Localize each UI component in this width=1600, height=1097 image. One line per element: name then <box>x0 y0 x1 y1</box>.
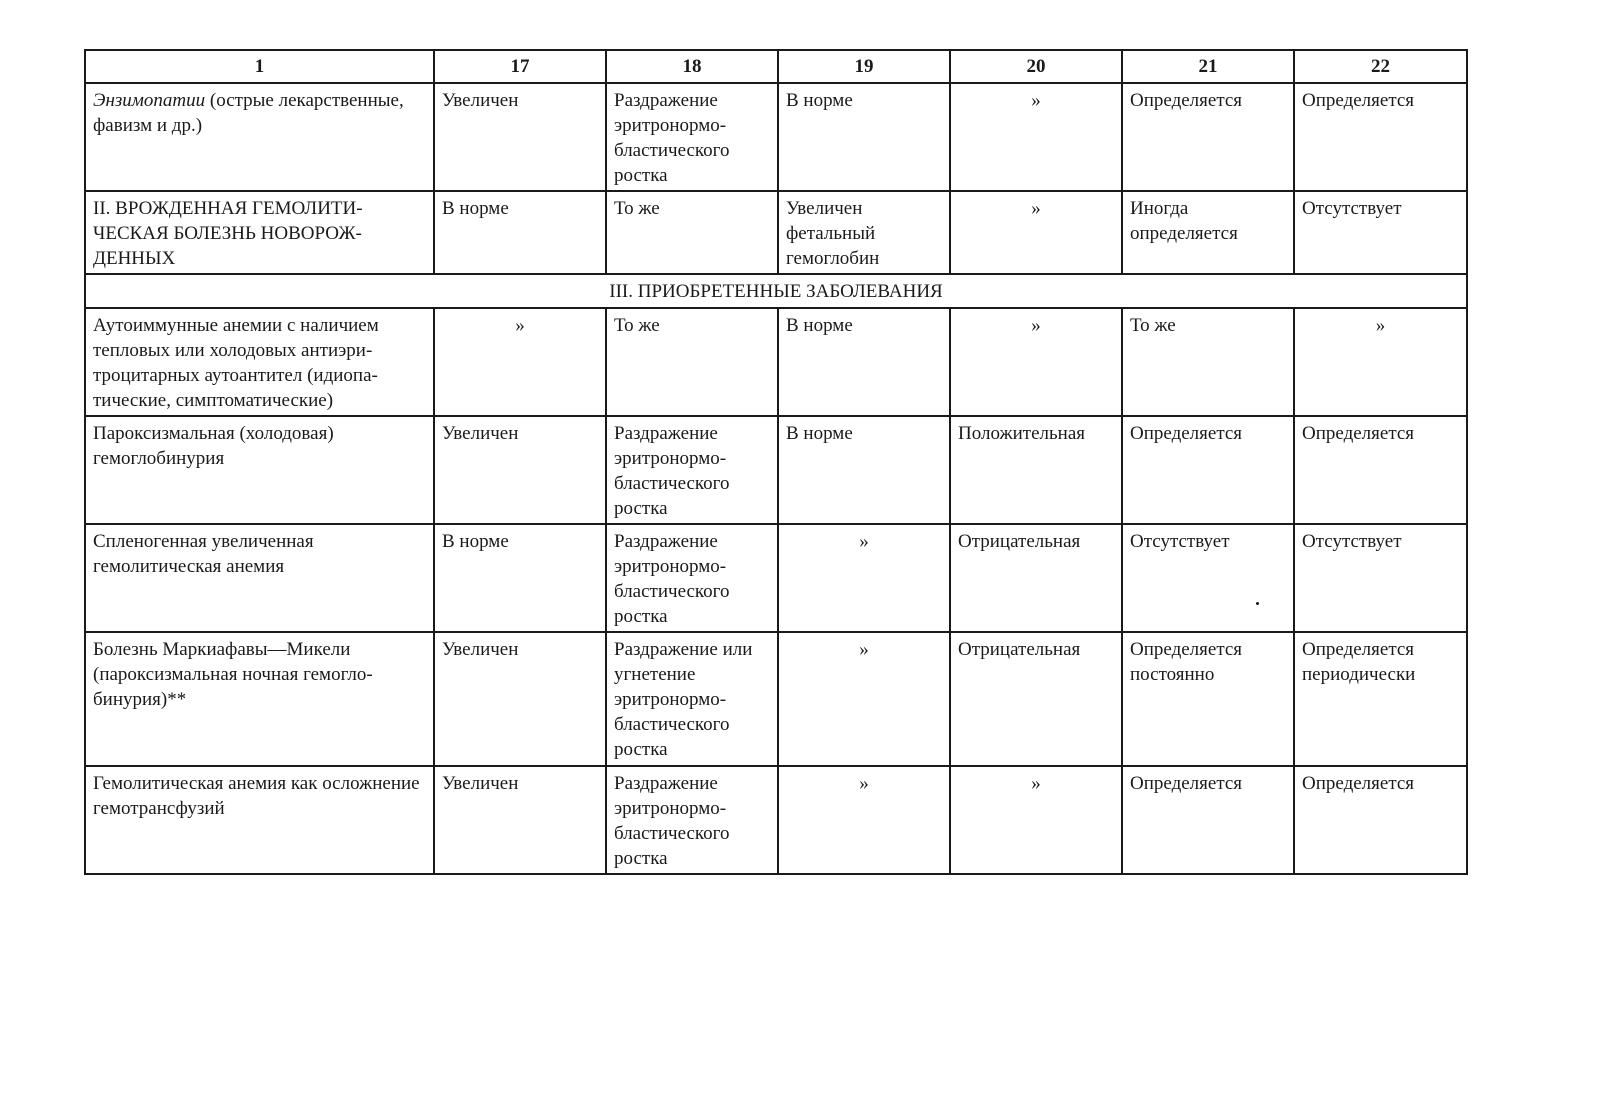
cell-col22: Определяется <box>1294 83 1467 191</box>
column-header: 21 <box>1122 50 1294 83</box>
cell-col21: Иногда определяется <box>1122 191 1294 274</box>
cell-col22: Определяется <box>1294 416 1467 524</box>
column-header: 19 <box>778 50 950 83</box>
section-row <box>85 274 1467 308</box>
table-row <box>85 416 1467 524</box>
stray-print-dot <box>1256 602 1259 605</box>
section-title: III. ПРИОБРЕТЕННЫЕ ЗАБОЛЕВАНИЯ <box>85 274 1467 308</box>
cell-col20: » <box>950 308 1122 416</box>
cell-col20: » <box>950 766 1122 874</box>
column-header: 20 <box>950 50 1122 83</box>
cell-col17: Увеличен <box>434 632 606 766</box>
disease-name-cell <box>85 83 434 191</box>
column-header: 17 <box>434 50 606 83</box>
cell-col20: Положительная <box>950 416 1122 524</box>
table-row <box>85 766 1467 874</box>
cell-col21: Определяется <box>1122 83 1294 191</box>
column-header: 1 <box>85 50 434 83</box>
table-row <box>85 524 1467 632</box>
cell-col21: Отсутствует <box>1122 524 1294 632</box>
cell-col19: В норме <box>778 308 950 416</box>
cell-col17: Увеличен <box>434 766 606 874</box>
cell-col17: » <box>434 308 606 416</box>
disease-name-cell: Аутоиммунные анемии с наличием тепловых или холодовых антиэритроцитарных аутоантител (идиопатические, симптоматические) <box>85 308 434 416</box>
cell-col18: Раздражение эритронормобластического ростка <box>606 766 778 874</box>
cell-col21: Определяется <box>1122 416 1294 524</box>
disease-name-cell: Гемолитическая анемия как осложнение гемотрансфузий <box>85 766 434 874</box>
disease-name-cell: Пароксизмальная (холодовая) гемоглобинурия <box>85 416 434 524</box>
cell-col22: Определяется <box>1294 766 1467 874</box>
hemolytic-anemia-table <box>84 49 1468 875</box>
cell-col20: » <box>950 191 1122 274</box>
cell-col21: Определяется <box>1122 766 1294 874</box>
cell-col20: Отрицательная <box>950 632 1122 766</box>
cell-col22: » <box>1294 308 1467 416</box>
cell-col21: То же <box>1122 308 1294 416</box>
table-row <box>85 83 1467 191</box>
cell-col18: Раздражение эритронормобластического ростка <box>606 83 778 191</box>
cell-col22: Отсутствует <box>1294 191 1467 274</box>
cell-col19: Увеличен фетальный гемоглобин <box>778 191 950 274</box>
column-header: 18 <box>606 50 778 83</box>
disease-name-text: (острые лекарственные, фавизм и др.) <box>93 90 404 136</box>
table-row <box>85 191 1467 274</box>
disease-name-cell: Спленогенная увеличенная гемолитическая анемия <box>85 524 434 632</box>
column-header: 22 <box>1294 50 1467 83</box>
disease-name-cell: Болезнь Маркиафавы—Микели (пароксизмальная ночная гемоглобинурия)** <box>85 632 434 766</box>
cell-col19: » <box>778 524 950 632</box>
cell-col19: В норме <box>778 83 950 191</box>
cell-col18: То же <box>606 191 778 274</box>
cell-col22: Отсутствует <box>1294 524 1467 632</box>
cell-col18: Раздражение эритронормобластического ростка <box>606 524 778 632</box>
disease-name-italic: Энзимопатии <box>93 90 206 111</box>
header-row <box>85 50 1467 83</box>
cell-col20: » <box>950 83 1122 191</box>
disease-name-cell: II. ВРОЖДЕННАЯ ГЕМОЛИТИЧЕСКАЯ БОЛЕЗНЬ НОВОРОЖДЕННЫХ <box>85 191 434 274</box>
cell-col21: Определяется постоянно <box>1122 632 1294 766</box>
table-row <box>85 308 1467 416</box>
cell-col17: В норме <box>434 524 606 632</box>
cell-col19: » <box>778 766 950 874</box>
cell-col22: Определяется периодически <box>1294 632 1467 766</box>
cell-col19: » <box>778 632 950 766</box>
cell-col18: То же <box>606 308 778 416</box>
cell-col20: Отрицательная <box>950 524 1122 632</box>
table-row <box>85 632 1467 766</box>
cell-col18: Раздражение или угнетение эритронормобластического ростка <box>606 632 778 766</box>
cell-col17: Увеличен <box>434 416 606 524</box>
cell-col19: В норме <box>778 416 950 524</box>
cell-col18: Раздражение эритронормобластического ростка <box>606 416 778 524</box>
cell-col17: В норме <box>434 191 606 274</box>
cell-col17: Увеличен <box>434 83 606 191</box>
